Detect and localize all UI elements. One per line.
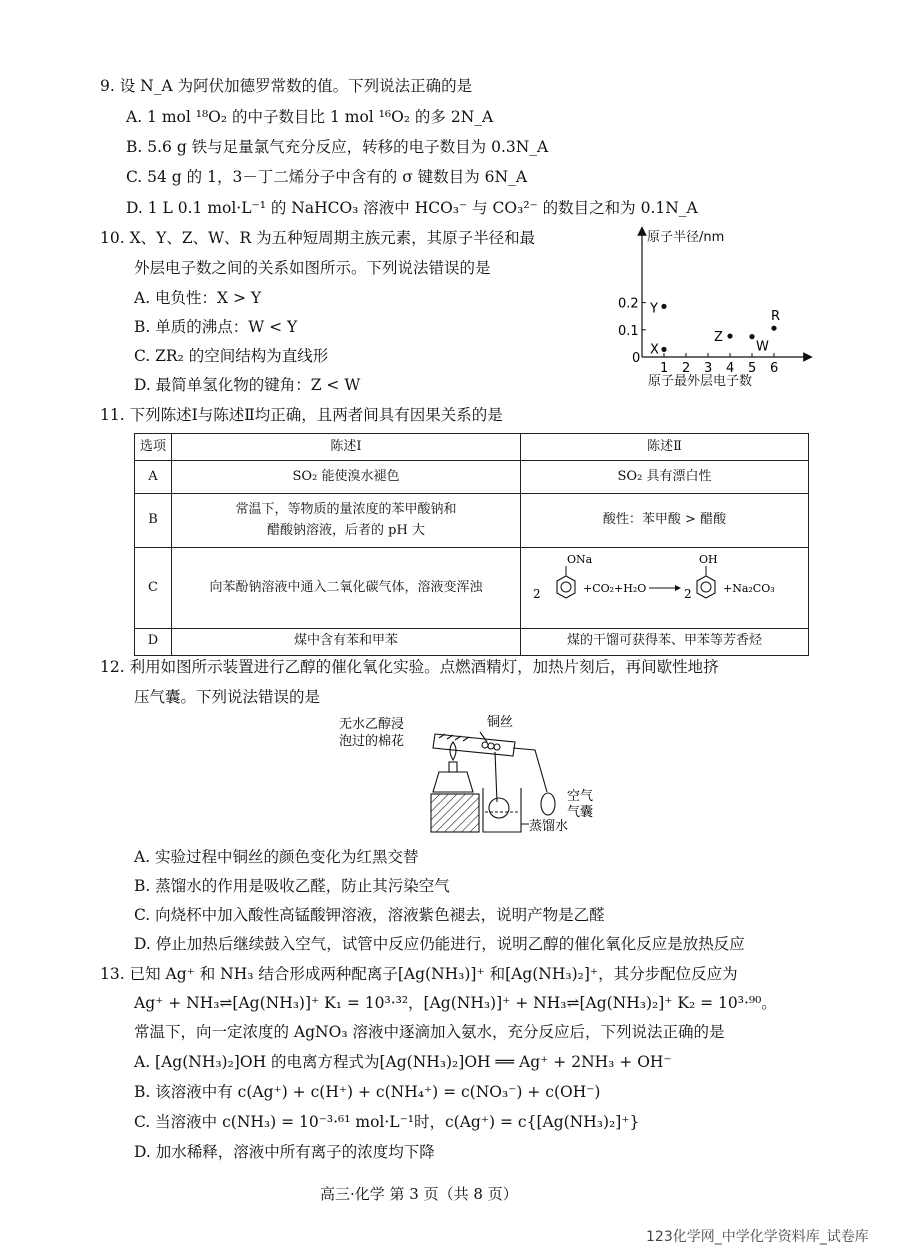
q12-option-b: B. 蒸馏水的作用是吸收乙醛，防止其污染空气 xyxy=(134,877,450,895)
x-tick-label: 6 xyxy=(770,361,779,376)
table-row xyxy=(135,548,809,629)
phenol-equation xyxy=(531,548,799,618)
ethanol-oxidation-apparatus xyxy=(335,712,615,842)
row-option: C xyxy=(135,548,172,629)
row-statement1 xyxy=(172,494,521,548)
q9-stem: 9. 设 N_A 为阿伏加德罗常数的值。下列说法正确的是 xyxy=(100,77,473,95)
row-statement1-line2: 醋酸钠溶液，后者的 pH 大 xyxy=(267,522,425,538)
row-statement1: SO₂ 能使溴水褪色 xyxy=(172,461,521,494)
q9-option-a: A. 1 mol ¹⁸O₂ 的中子数目比 1 mol ¹⁶O₂ 的多 2N_A xyxy=(126,108,494,126)
row-statement2: 煤的干馏可获得苯、甲苯等芳香烃 xyxy=(521,628,809,655)
table-row xyxy=(135,494,809,548)
q10-option-b: B. 单质的沸点：W < Y xyxy=(134,318,298,336)
eq-reagents: +CO₂+H₂O xyxy=(582,582,646,595)
delivery-tube-icon xyxy=(495,752,497,802)
benzene-ring-icon xyxy=(697,576,715,598)
q12-option-c: C. 向烧杯中加入酸性高锰酸钾溶液，溶液紫色褪去，说明产物是乙醛 xyxy=(134,906,605,924)
x-tick-label: 5 xyxy=(748,361,757,376)
eq-coefficient-1: 2 xyxy=(532,587,541,601)
q11-stem: 11. 下列陈述Ⅰ与陈述Ⅱ均正确，且两者间具有因果关系的是 xyxy=(100,406,503,424)
row-statement1: 向苯酚钠溶液中通入二氧化碳气体，溶液变浑浊 xyxy=(172,548,521,629)
beaker-icon xyxy=(483,788,521,832)
radius-electron-chart xyxy=(600,225,820,395)
row-statement1: 煤中含有苯和甲苯 xyxy=(172,628,521,655)
row-statement2: 酸性：苯甲酸 > 醋酸 xyxy=(521,494,809,548)
y-tick-label: 0.2 xyxy=(618,296,639,312)
table-header-statement2: 陈述Ⅱ xyxy=(521,434,809,461)
row-statement2: SO₂ 具有漂白性 xyxy=(521,461,809,494)
row-statement2-equation xyxy=(521,548,809,629)
x-tick-label: 2 xyxy=(682,361,691,376)
data-point-label: R xyxy=(771,309,781,325)
data-point-label: Y xyxy=(650,301,658,317)
label-cotton-line1: 无水乙醇浸 xyxy=(339,716,405,731)
q9-option-c: C. 54 g 的 1，3－丁二烯分子中含有的 σ 键数目为 6N_A xyxy=(126,168,528,186)
data-point-z xyxy=(727,333,732,338)
benzene-ring-icon xyxy=(557,576,575,598)
q10-option-d: D. 最简单氢化物的键角：Z < W xyxy=(134,376,361,394)
row-statement1-line1: 常温下，等物质的量浓度的苯甲酸钠和 xyxy=(235,501,457,517)
q13-stem-line2: Ag⁺ + NH₃⇌[Ag(NH₃)]⁺ K₁ = 10³·³²，[Ag(NH₃)]⁺ + NH₃⇌[Ag(NH₃)₂]⁺ K₂ = 10³·⁹⁰。 xyxy=(134,994,777,1012)
q10-stem-line1: 10. X、Y、Z、W、R 为五种短周期主族元素，其原子半径和最 xyxy=(100,229,536,247)
data-point-label: Z xyxy=(714,330,723,346)
row-option: A xyxy=(135,461,172,494)
q11-table xyxy=(134,433,809,656)
wooden-block-icon xyxy=(431,794,479,832)
air-bag-icon xyxy=(541,793,555,815)
x-tick-label: 4 xyxy=(726,361,735,376)
y-tick-label: 0.1 xyxy=(618,323,639,339)
q9-option-b: B. 5.6 g 铁与足量氯气充分反应，转移的电子数目为 0.3N_A xyxy=(126,138,549,156)
q10-option-c: C. ZR₂ 的空间结构为直线形 xyxy=(134,347,329,365)
q13-stem-line1: 13. 已知 Ag⁺ 和 NH₃ 结合形成两种配离子[Ag(NH₃)]⁺ 和[Ag(NH₃)₂]⁺，其分步配位反应为 xyxy=(100,965,738,983)
aromatic-circle-icon xyxy=(701,582,711,592)
label-copper-wire: 铜丝 xyxy=(487,714,514,729)
x-tick-label: 1 xyxy=(660,361,669,376)
row-option: B xyxy=(135,494,172,548)
data-point-label: X xyxy=(650,342,659,358)
q13-option-b: B. 该溶液中有 c(Ag⁺) + c(H⁺) + c(NH₄⁺) = c(NO₃⁻) + c(OH⁻) xyxy=(134,1083,601,1101)
q12-option-d: D. 停止加热后继续鼓入空气，试管中反应仍能进行，说明乙醇的催化氧化反应是放热反应 xyxy=(134,935,745,953)
q12-stem-line2: 压气囊。下列说法错误的是 xyxy=(134,688,321,706)
table-row xyxy=(135,628,809,655)
data-point-y xyxy=(661,304,666,309)
watermark: 123化学网_中学化学资料库_试卷库 xyxy=(646,1229,869,1245)
data-point-label: W xyxy=(756,339,769,355)
table-header-option: 选项 xyxy=(135,434,172,461)
eq-substituent-oh: OH xyxy=(698,553,718,566)
q13-option-c: C. 当溶液中 c(NH₃) = 10⁻³·⁶¹ mol·L⁻¹时，c(Ag⁺) = c{[Ag(NH₃)₂]⁺} xyxy=(134,1113,640,1131)
label-air-line2: 气囊 xyxy=(567,804,594,819)
data-point-x xyxy=(661,347,666,352)
x-axis-label: 原子最外层电子数 xyxy=(648,374,753,389)
q13-option-a: A. [Ag(NH₃)₂]OH 的电离方程式为[Ag(NH₃)₂]OH ══ Ag⁺ + 2NH₃ + OH⁻ xyxy=(134,1053,672,1071)
label-distilled-water: 蒸馏水 xyxy=(529,818,569,833)
eq-substituent-ona: ONa xyxy=(566,553,592,566)
data-point-w xyxy=(749,334,754,339)
q10-stem-line2: 外层电子数之间的关系如图所示。下列说法错误的是 xyxy=(134,259,491,277)
q12-stem-line1: 12. 利用如图所示装置进行乙醇的催化氧化实验。点燃酒精灯，加热片刻后，再间歇性地挤 xyxy=(100,658,719,676)
test-tube-icon xyxy=(433,732,515,756)
q13-option-d: D. 加水稀释，溶液中所有离子的浓度均下降 xyxy=(134,1143,435,1161)
q10-option-a: A. 电负性：X > Y xyxy=(134,289,262,307)
q13-stem-line3: 常温下，向一定浓度的 AgNO₃ 溶液中逐滴加入氨水，充分反应后，下列说法正确的是 xyxy=(134,1023,725,1041)
y-tick-label: 0 xyxy=(632,351,641,366)
y-axis-label: 原子半径/nm xyxy=(647,230,725,245)
table-row xyxy=(135,461,809,494)
eq-product: +Na₂CO₃ xyxy=(722,582,775,595)
q12-option-a: A. 实验过程中铜丝的颜色变化为红黑交替 xyxy=(134,848,419,866)
eq-coefficient-2: 2 xyxy=(683,587,692,601)
label-cotton-line2: 泡过的棉花 xyxy=(339,733,405,748)
q9-option-d: D. 1 L 0.1 mol·L⁻¹ 的 NaHCO₃ 溶液中 HCO₃⁻ 与 CO₃²⁻ 的数目之和为 0.1N_A xyxy=(126,199,698,217)
x-tick-label: 3 xyxy=(704,361,713,376)
row-option: D xyxy=(135,628,172,655)
table-header-statement1: 陈述Ⅰ xyxy=(172,434,521,461)
page-footer: 高三·化学 第 3 页（共 8 页） xyxy=(320,1185,518,1203)
data-point-r xyxy=(771,326,776,331)
label-air-line1: 空气 xyxy=(567,788,594,803)
air-tube-icon xyxy=(513,748,547,792)
aromatic-circle-icon xyxy=(561,582,571,592)
